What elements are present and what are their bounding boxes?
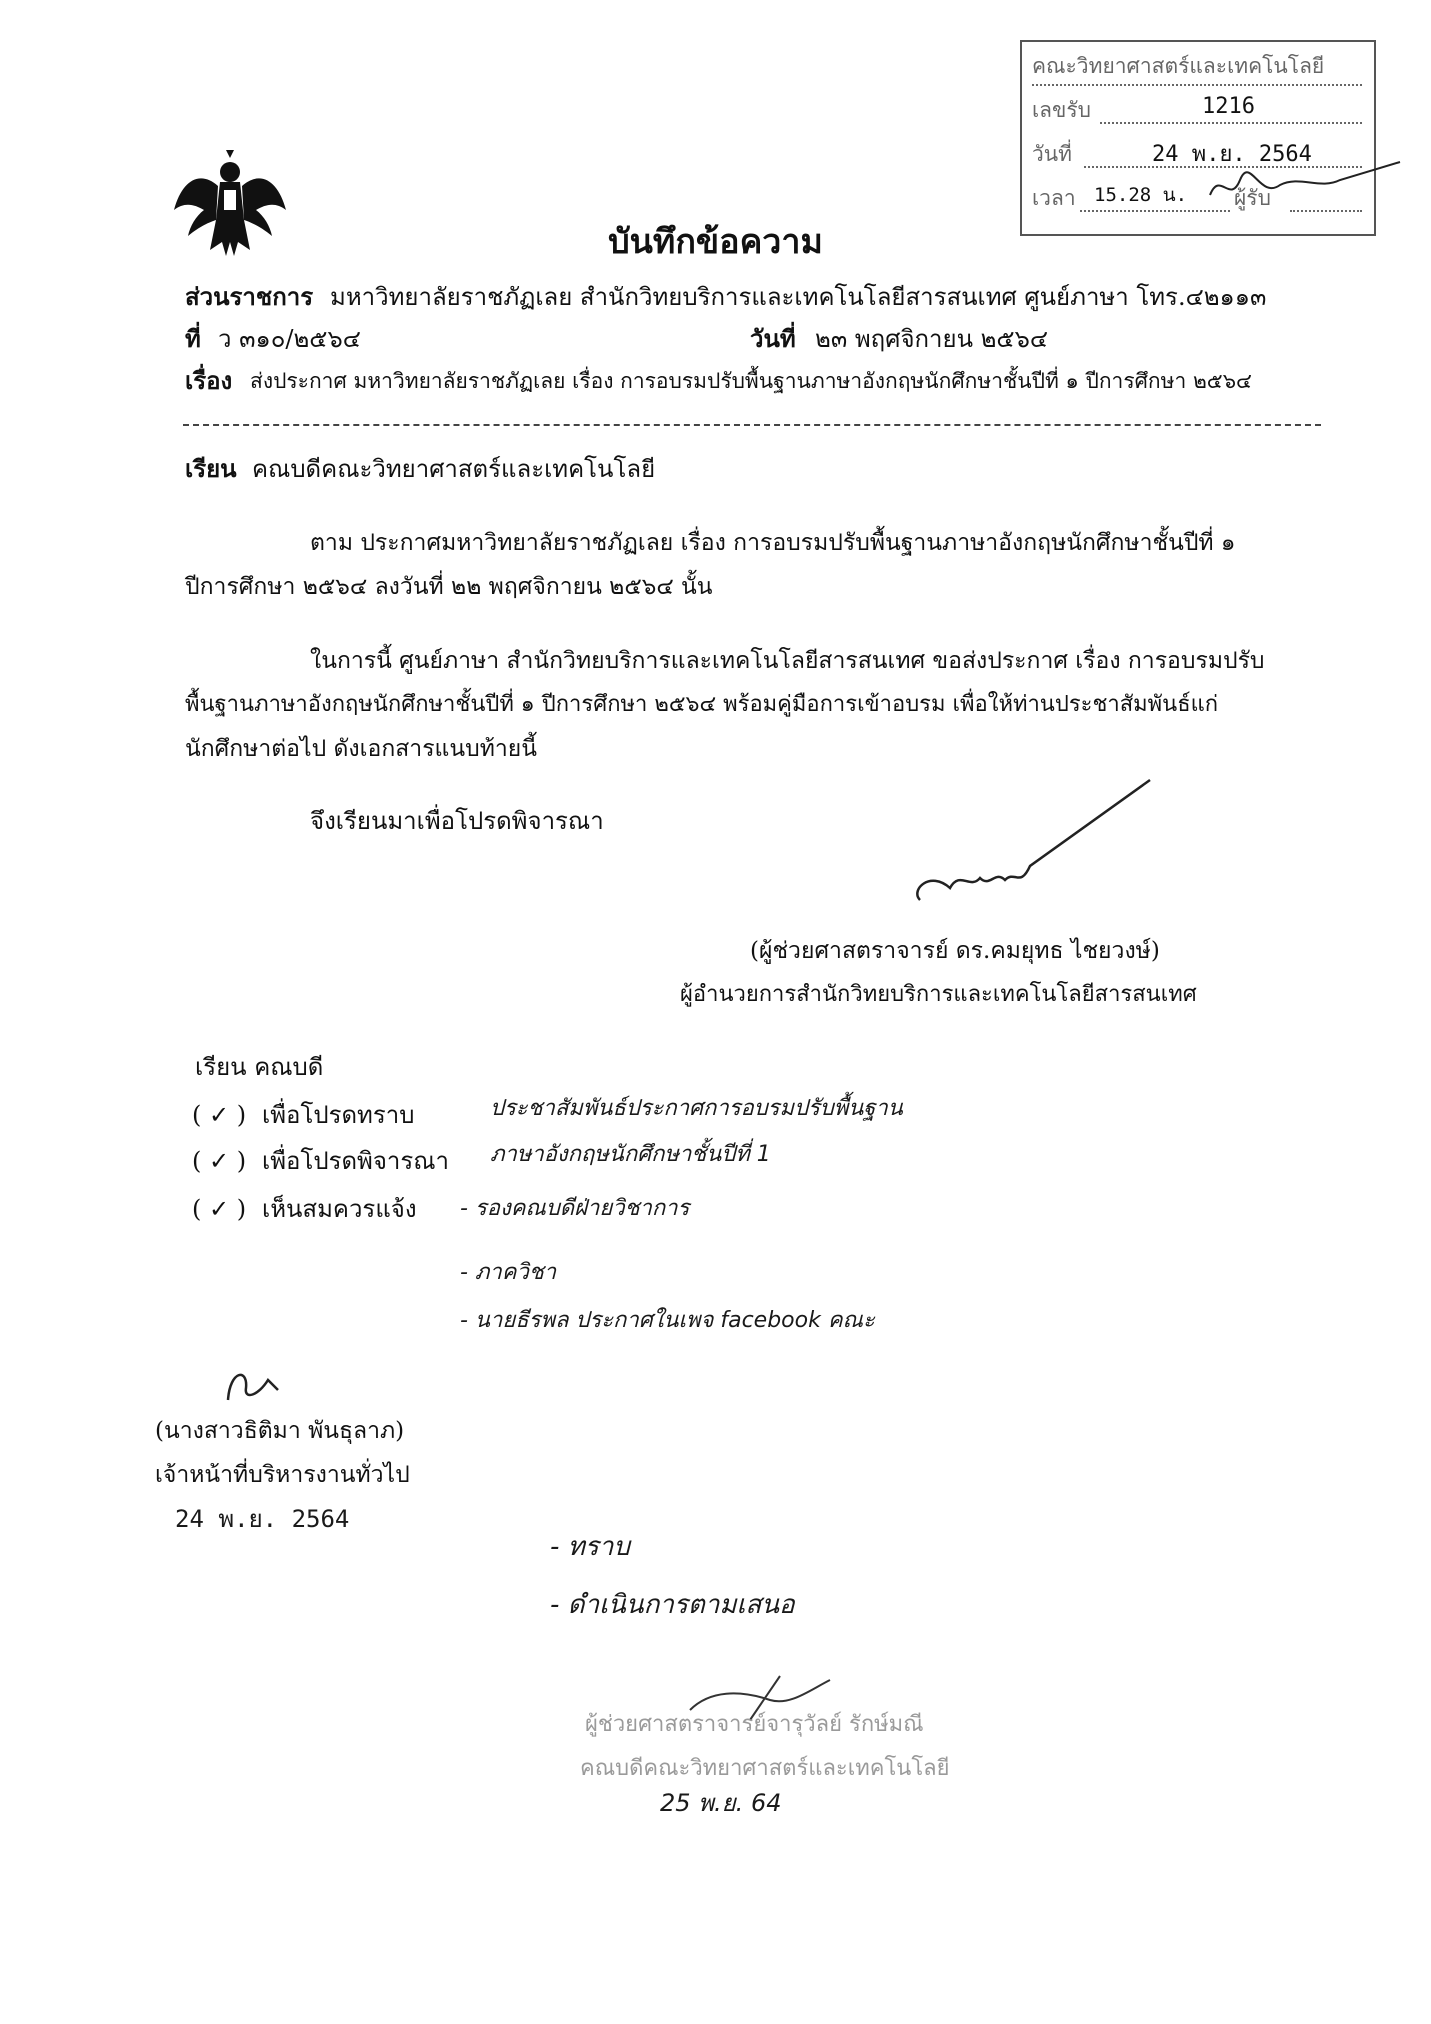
handwritten-item-1: - รองคณบดีฝ่ายวิชาการ [460, 1196, 690, 1221]
paragraph-1-line-1: ตาม ประกาศมหาวิทยาลัยราชภัฏเลย เรื่อง การอบรมปรับพื้นฐานภาษาอังกฤษนักศึกษาชั้นปีที่ ๑ [310, 530, 1236, 556]
dean-note-1: - ทราบ [550, 1532, 630, 1562]
handwritten-item-2: - ภาควิชา [460, 1260, 557, 1285]
header-divider [183, 424, 1321, 426]
date-label: วันที่ [750, 324, 796, 353]
officer-name: (นางสาวธิติมา พันธุลาภ) [155, 1418, 405, 1444]
officer-title: เจ้าหน้าที่บริหารงานทั่วไป [155, 1462, 410, 1488]
to-label: เรียน [185, 454, 237, 483]
closing-text: จึงเรียนมาเพื่อโปรดพิจารณา [310, 807, 604, 835]
stamp-time-value: 15.28 น. [1094, 184, 1188, 206]
stamp-number-line [1100, 122, 1362, 124]
officer-signature [218, 1360, 288, 1410]
routing-option-3-label: เห็นสมควรแจ้ง [262, 1195, 417, 1223]
date-value: ๒๓ พฤศจิกายน ๒๕๖๔ [815, 325, 1048, 353]
stamp-date-label: วันที่ [1032, 142, 1072, 166]
subject-label: เรื่อง [185, 366, 233, 395]
stamp-number-value: 1216 [1202, 94, 1255, 119]
routing-to: เรียน คณบดี [195, 1053, 324, 1081]
dean-note-2: - ดำเนินการตามเสนอ [550, 1590, 795, 1620]
signer-title: ผู้อำนวยการสำนักวิทยบริการและเทคโนโลยีสารสนเทศ [680, 982, 1197, 1007]
stamp-number-label: เลขรับ [1032, 98, 1092, 122]
routing-option-2-mark: ( ✓ ) [192, 1147, 247, 1175]
agency-label: ส่วนราชการ [185, 282, 314, 311]
stamp-divider [1032, 84, 1362, 86]
dean-date: 25 พ.ย. 64 [660, 1789, 782, 1817]
routing-option-3-mark: ( ✓ ) [192, 1195, 247, 1223]
subject-value: ส่งประกาศ มหาวิทยาลัยราชภัฏเลย เรื่อง การอบรมปรับพื้นฐานภาษาอังกฤษนักศึกษาชั้นปีที่ ๑ ปีการศึกษา ๒๕๖๔ [250, 369, 1252, 393]
paragraph-2-line-2: พื้นฐานภาษาอังกฤษนักศึกษาชั้นปีที่ ๑ ปีการศึกษา ๒๕๖๔ พร้อมคู่มือการเข้าอบรม เพื่อให้ท่านประชาสัมพันธ์แก่ [185, 692, 1219, 717]
stamp-header: คณะวิทยาศาสตร์และเทคโนโลยี [1032, 54, 1325, 78]
paragraph-2-line-3: นักศึกษาต่อไป ดังเอกสารแนบท้ายนี้ [185, 736, 537, 762]
stamp-time-label: เวลา [1032, 186, 1076, 210]
routing-option-1-mark: ( ✓ ) [192, 1101, 247, 1129]
ref-value: ว ๓๑๐/๒๕๖๔ [218, 325, 361, 353]
handwritten-item-3: - นายธีรพล ประกาศในเพจ facebook คณะ [460, 1308, 875, 1333]
dean-title: คณบดีคณะวิทยาศาสตร์และเทคโนโลยี [580, 1756, 950, 1781]
officer-date: 24 พ.ย. 2564 [175, 1505, 350, 1533]
agency-value: มหาวิทยาลัยราชภัฏเลย สำนักวิทยบริการและเทคโนโลยีสารสนเทศ ศูนย์ภาษา โทร.๔๒๑๑๓ [330, 283, 1267, 311]
memo-title: บันทึกข้อความ [608, 222, 823, 262]
handwritten-note-1: ประชาสัมพันธ์ประกาศการอบรมปรับพื้นฐาน [490, 1096, 903, 1121]
director-signature [900, 770, 1160, 930]
to-value: คณบดีคณะวิทยาศาสตร์และเทคโนโลยี [252, 455, 656, 483]
paragraph-1-line-2: ปีการศึกษา ๒๕๖๔ ลงวันที่ ๒๒ พฤศจิกายน ๒๕๖๔ นั้น [185, 574, 713, 600]
handwritten-note-2: ภาษาอังกฤษนักศึกษาชั้นปีที่ 1 [490, 1142, 771, 1167]
stamp-date-value: 24 พ.ย. 2564 [1152, 142, 1312, 167]
paragraph-2-line-1: ในการนี้ ศูนย์ภาษา สำนักวิทยบริการและเทคโนโลยีสารสนเทศ ขอส่งประกาศ เรื่อง การอบรมปรับ [310, 648, 1265, 674]
stamp-receiver-label: ผู้รับ [1234, 186, 1271, 210]
dean-name: ผู้ช่วยศาสตราจารย์จารุวัลย์ รักษ์มณี [585, 1712, 924, 1737]
stamp-receiver-signature [1200, 150, 1410, 220]
routing-option-2-label: เพื่อโปรดพิจารณา [262, 1147, 450, 1175]
signer-name: (ผู้ช่วยศาสตราจารย์ ดร.คมยุทธ ไชยวงษ์) [750, 938, 1160, 964]
ref-label: ที่ [185, 324, 201, 353]
routing-option-1-label: เพื่อโปรดทราบ [262, 1101, 415, 1129]
